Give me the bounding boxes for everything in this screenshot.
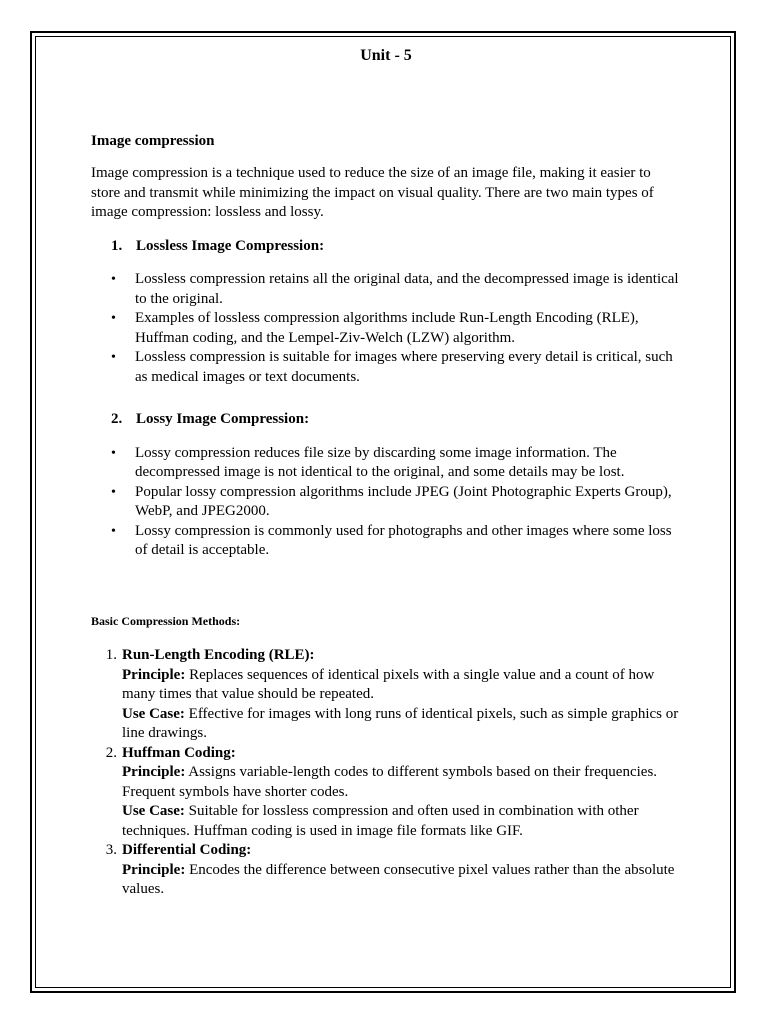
method-title: Huffman Coding: bbox=[122, 744, 236, 761]
list-item: • Lossless compression retains all the original data, and the decompressed image is identical to the original. bbox=[91, 270, 681, 309]
list-item: • Lossless compression is suitable for images where preserving every detail is critical, such as medical images or text documents. bbox=[91, 348, 681, 387]
bullet-icon: • bbox=[111, 484, 116, 500]
list-item bbox=[91, 841, 681, 900]
method-principle: Principle: Replaces sequences of identical pixels with a single value and a count of how many times that value should be repeated. bbox=[122, 666, 655, 702]
method-title: Differential Coding: bbox=[122, 842, 252, 858]
list-item: • Lossy compression reduces file size by discarding some image information. The decompressed image is not identical to the original, and some details may be lost. bbox=[91, 444, 681, 483]
item-number: 3. bbox=[105, 842, 117, 858]
method-principle: Principle: Encodes the difference between consecutive pixel values rather than the absolute values. bbox=[122, 861, 675, 897]
lossless-heading-text: Lossless Image Compression: bbox=[136, 237, 325, 254]
method-use-case: Use Case: Effective for images with long runs of identical pixels, such as simple graphics or line drawings. bbox=[122, 705, 679, 741]
lossless-number: 1. bbox=[111, 237, 123, 254]
bullet-icon: • bbox=[111, 350, 116, 365]
intro-paragraph: Image compression is a technique used to reduce the size of an image file, making it easier to store and transmit while minimizing the impact on visual quality. There are two main types of image compression: lossless and lossy. bbox=[91, 165, 654, 220]
lossy-bullet-list bbox=[91, 444, 681, 561]
lossy-heading bbox=[91, 410, 681, 430]
method-title: Run-Length Encoding (RLE): bbox=[122, 647, 315, 663]
list-item bbox=[91, 646, 681, 744]
item-number: 1. bbox=[105, 647, 117, 663]
document-content bbox=[91, 44, 681, 900]
basic-methods-heading: Basic Compression Methods: bbox=[91, 613, 241, 628]
list-item bbox=[91, 744, 681, 842]
bullet-icon: • bbox=[111, 272, 116, 287]
list-item: • Popular lossy compression algorithms include JPEG (Joint Photographic Experts Group), WebP, and JPEG2000. bbox=[91, 483, 681, 522]
method-principle: Principle: Assigns variable-length codes to different symbols based on their frequencies. Frequent symbols have shorter codes. bbox=[122, 764, 658, 800]
list-item: • Lossy compression is commonly used for photographs and other images where some loss of detail is acceptable. bbox=[91, 522, 681, 561]
lossy-heading-text: Lossy Image Compression: bbox=[136, 411, 310, 427]
lossless-bullet-list bbox=[91, 270, 681, 387]
list-item: • Examples of lossless compression algorithms include Run-Length Encoding (RLE), Huffman coding, and the Lempel-Ziv-Welch (LZW) algorithm. bbox=[91, 309, 681, 348]
methods-list bbox=[91, 646, 681, 900]
bullet-icon: • bbox=[111, 445, 116, 461]
bullet-icon: • bbox=[111, 311, 116, 326]
lossy-number: 2. bbox=[111, 411, 123, 427]
lossless-heading bbox=[91, 237, 681, 257]
bullet-icon: • bbox=[111, 523, 116, 539]
method-use-case: Use Case: Suitable for lossless compression and often used in combination with other techniques. Huffman coding is used in image file formats like GIF. bbox=[122, 803, 639, 839]
section-heading: Image compression bbox=[91, 132, 215, 149]
unit-title: Unit - 5 bbox=[360, 47, 412, 64]
item-number: 2. bbox=[105, 744, 117, 761]
